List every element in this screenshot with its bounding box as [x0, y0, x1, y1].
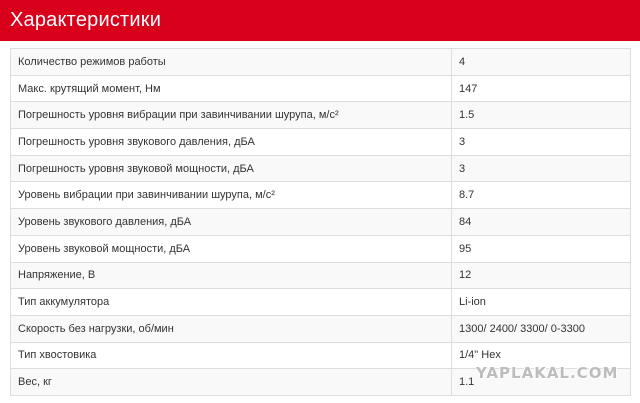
table-row [11, 102, 631, 129]
spec-name: Уровень звукового давления, дБА [11, 209, 452, 236]
spec-value: 4 [452, 49, 631, 76]
spec-name: Погрешность уровня вибрации при завинчивании шурупа, м/с² [11, 102, 452, 129]
table-row [11, 262, 631, 289]
spec-name: Тип аккумулятора [11, 289, 452, 316]
spec-value: 1.5 [452, 102, 631, 129]
table-row [11, 155, 631, 182]
spec-name: Скорость без нагрузки, об/мин [11, 315, 452, 342]
table-row [11, 209, 631, 236]
spec-value: 84 [452, 209, 631, 236]
spec-name: Тип хвостовика [11, 342, 452, 369]
spec-value: 1.1 [452, 369, 631, 396]
table-row [11, 49, 631, 76]
table-row [11, 315, 631, 342]
spec-value: 95 [452, 235, 631, 262]
spec-name: Макс. крутящий момент, Нм [11, 75, 452, 102]
spec-name: Погрешность уровня звукового давления, дБА [11, 129, 452, 156]
spec-name: Напряжение, В [11, 262, 452, 289]
specs-table [10, 48, 631, 396]
table-row [11, 129, 631, 156]
table-row [11, 75, 631, 102]
spec-value: 3 [452, 129, 631, 156]
spec-name: Уровень вибрации при завинчивании шурупа, м/с² [11, 182, 452, 209]
section-title: Характеристики [10, 9, 162, 31]
spec-value: 1/4" Hex [452, 342, 631, 369]
spec-value: 8.7 [452, 182, 631, 209]
table-row [11, 235, 631, 262]
spec-name: Уровень звуковой мощности, дБА [11, 235, 452, 262]
spec-name: Количество режимов работы [11, 49, 452, 76]
spec-value: 1300/ 2400/ 3300/ 0-3300 [452, 315, 631, 342]
table-row [11, 289, 631, 316]
spec-value: Li-ion [452, 289, 631, 316]
table-row [11, 182, 631, 209]
spec-name: Вес, кг [11, 369, 452, 396]
spec-name: Погрешность уровня звуковой мощности, дБА [11, 155, 452, 182]
spec-value: 3 [452, 155, 631, 182]
spec-value: 147 [452, 75, 631, 102]
watermark: YAPLAKAL.COM [476, 364, 619, 382]
spec-value: 12 [452, 262, 631, 289]
section-header [0, 0, 640, 41]
